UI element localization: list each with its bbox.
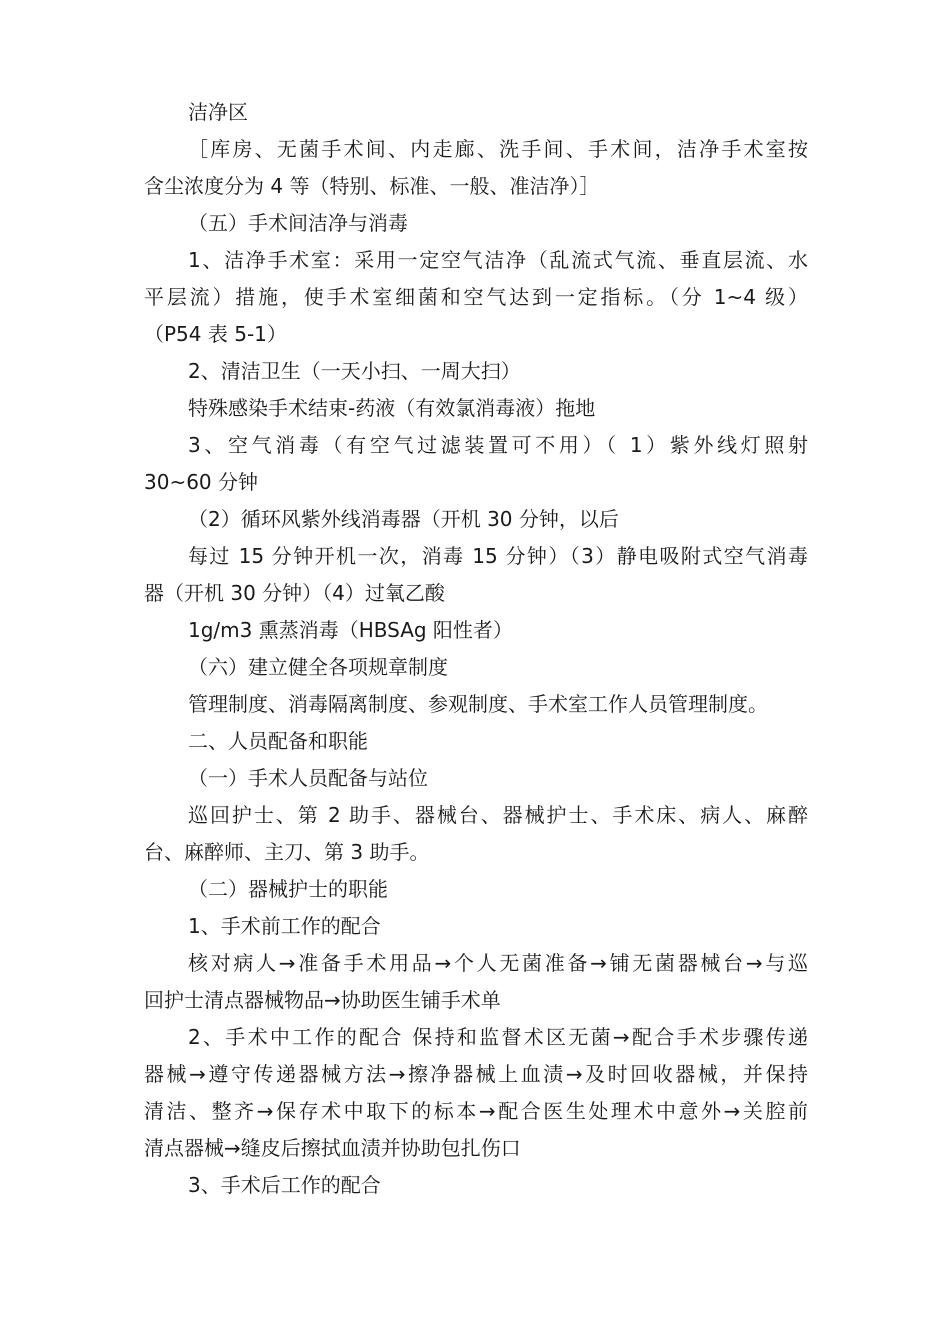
paragraph-line: （2）循环风紫外线消毒器（开机 30 分钟，以后 <box>188 507 619 531</box>
paragraph-line: 30~60 分钟 <box>144 470 259 494</box>
section-heading: 二、人员配备和职能 <box>188 729 368 753</box>
paragraph-line: 洁净区 <box>188 100 248 124</box>
paragraph-line: 核对病人→准备手术用品→个人无菌准备→铺无菌器械台→与巡 <box>188 951 808 975</box>
paragraph-line: 3、空气消毒（有空气过滤装置可不用）（ 1）紫外线灯照射 <box>188 433 808 457</box>
paragraph-line: 每过 15 分钟开机一次，消毒 15 分钟）（3）静电吸附式空气消毒 <box>188 544 808 568</box>
document-body <box>144 94 808 1204</box>
paragraph-line: 3、手术后工作的配合 <box>188 1173 381 1197</box>
section-heading: （一）手术人员配备与站位 <box>188 766 428 790</box>
paragraph-line: ［库房、无菌手术间、内走廊、洗手间、手术间，洁净手术室按 <box>188 137 808 161</box>
paragraph-line: 巡回护士、第 2 助手、器械台、器械护士、手术床、病人、麻醉 <box>188 803 808 827</box>
paragraph-line: 1、洁净手术室：采用一定空气洁净（乱流式气流、垂直层流、水 <box>188 248 808 272</box>
paragraph-line: 管理制度、消毒隔离制度、参观制度、手术室工作人员管理制度。 <box>188 692 768 716</box>
paragraph-line: 含尘浓度分为 4 等（特别、标准、一般、准洁净）］ <box>144 174 600 198</box>
paragraph-line: 清洁、整齐→保存术中取下的标本→配合医生处理术中意外→关腔前 <box>144 1099 808 1123</box>
section-heading: （六）建立健全各项规章制度 <box>188 655 448 679</box>
paragraph-line: 器（开机 30 分钟）（4）过氧乙酸 <box>144 581 445 605</box>
paragraph-line: 2、清洁卫生（一天小扫、一周大扫） <box>188 359 521 383</box>
paragraph-line: 特殊感染手术结束-药液（有效氯消毒液）拖地 <box>188 396 596 420</box>
paragraph-line: （P54 表 5-1） <box>144 322 287 346</box>
paragraph-line: 回护士清点器械物品→协助医生铺手术单 <box>144 988 501 1012</box>
paragraph-line: 台、麻醉师、主刀、第 3 助手。 <box>144 840 430 864</box>
paragraph-line: 1、手术前工作的配合 <box>188 914 381 938</box>
paragraph-line: 1g/m3 熏蒸消毒（HBSAg 阳性者） <box>188 618 513 642</box>
paragraph-line: 清点器械→缝皮后擦拭血渍并协助包扎伤口 <box>144 1136 521 1160</box>
paragraph-line: 2、手术中工作的配合 保持和监督术区无菌→配合手术步骤传递 <box>188 1025 808 1049</box>
section-heading: （五）手术间洁净与消毒 <box>188 211 408 235</box>
section-heading: （二）器械护士的职能 <box>188 877 388 901</box>
paragraph-line: 平层流）措施，使手术室细菌和空气达到一定指标。（分 1~4 级） <box>144 285 808 309</box>
paragraph-line: 器械→遵守传递器械方法→擦净器械上血渍→及时回收器械，并保持 <box>144 1062 808 1086</box>
